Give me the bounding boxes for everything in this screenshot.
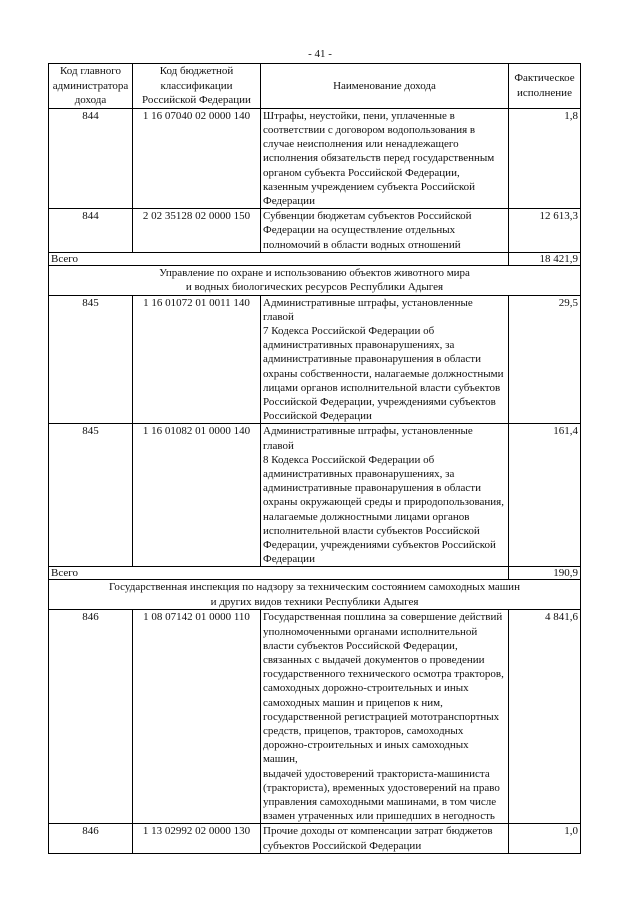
- total-label: Всего: [49, 567, 509, 580]
- revenue-name-line: Российской Федерации: [263, 410, 372, 423]
- revenue-name-line: случае неисполнения или ненадлежащего: [263, 138, 459, 151]
- revenue-name-line: государственного технического осмотра тракторов,: [263, 668, 504, 681]
- revenue-name-line: уполномоченными органами исполнительной: [263, 625, 478, 638]
- revenue-name-line: административные правонарушения в области: [263, 353, 481, 366]
- revenue-name-line: Штрафы, неустойки, пени, уплаченные в: [263, 109, 455, 122]
- total-row: [49, 252, 581, 265]
- header-line: Наименование дохода: [333, 79, 436, 92]
- revenue-name-line: власти субъектов Российской Федерации,: [263, 639, 458, 652]
- section-row: [49, 580, 581, 610]
- revenue-name-line: субъектов Российской Федерации: [263, 839, 422, 852]
- section-heading: [49, 265, 581, 295]
- revenue-name-line: полномочий в области водных отношений: [263, 238, 461, 251]
- budget-code-cell: 1 16 01072 01 0011 140: [133, 295, 261, 424]
- revenue-name-line: управления самоходными машинами, в том числе: [263, 795, 497, 808]
- revenue-name-line: Административные штрафы, установленные главой: [263, 425, 473, 452]
- revenue-name-line: 8 Кодекса Российской Федерации об: [263, 453, 435, 466]
- section-heading-line: и водных биологических ресурсов Республики Адыгея: [185, 281, 444, 294]
- revenue-name-line: самоходных машин и прицепов к ним,: [263, 696, 443, 709]
- revenue-name-line: государственной регистрацией мототранспортных: [263, 710, 500, 723]
- revenue-name-line: соответствии с договором водопользования в: [263, 123, 476, 136]
- revenue-name-line: средств, прицепов, тракторов, самоходных: [263, 724, 464, 737]
- table-row: [49, 610, 581, 824]
- total-row: [49, 567, 581, 580]
- table-row: [49, 295, 581, 424]
- total-label: Всего: [49, 252, 509, 265]
- header-line: Фактическое: [514, 72, 575, 85]
- revenue-name-line: 7 Кодекса Российской Федерации об: [263, 325, 435, 338]
- admin-code-cell: 846: [49, 610, 133, 824]
- admin-code-cell: 844: [49, 108, 133, 208]
- admin-code-cell: 845: [49, 295, 133, 424]
- amount-cell: 1,0: [509, 824, 581, 853]
- revenue-name-line: административных правонарушениях, за: [263, 339, 455, 352]
- revenue-name-line: связанных с выдачей документов о проведении: [263, 653, 485, 666]
- header-budget-code: [133, 64, 261, 109]
- amount-cell: 161,4: [509, 424, 581, 567]
- table-body: [49, 108, 581, 853]
- revenue-name-line: Федерации, учреждениями субъектов Российской: [263, 539, 496, 552]
- revenue-name-cell: [261, 610, 509, 824]
- revenue-name-line: административные правонарушения в области: [263, 482, 481, 495]
- amount-cell: 12 613,3: [509, 209, 581, 253]
- amount-cell: 4 841,6: [509, 610, 581, 824]
- revenue-name-line: казенным учреждением субъекта Российской: [263, 180, 475, 193]
- admin-code-cell: 846: [49, 824, 133, 853]
- revenue-name-line: Прочие доходы от компенсации затрат бюджетов: [263, 825, 493, 838]
- revenue-name-line: взамен утраченных или пришедших в негодность: [263, 810, 495, 823]
- table-row: [49, 209, 581, 253]
- header-line: Код главного: [60, 65, 121, 77]
- revenue-name-line: Федерации: [263, 195, 315, 207]
- header-row: [49, 64, 581, 109]
- header-line: исполнение: [517, 86, 572, 99]
- section-row: [49, 265, 581, 295]
- total-amount: 18 421,9: [509, 252, 581, 265]
- section-heading-line: и других видов техники Республики Адыгея: [210, 595, 419, 608]
- header-admin-code: [49, 64, 133, 109]
- revenue-name-cell: [261, 424, 509, 567]
- revenue-name-cell: [261, 108, 509, 208]
- table-row: [49, 108, 581, 208]
- revenue-name-cell: [261, 295, 509, 424]
- revenue-name-line: (тракториста), временных удостоверений на право: [263, 781, 500, 794]
- revenue-name-line: охраны окружающей среды и природопользования,: [263, 496, 504, 509]
- header-line: Российской Федерации: [142, 94, 251, 107]
- revenue-name-line: органом субъекта Российской Федерации,: [263, 166, 460, 179]
- header-line: классификации: [160, 79, 233, 92]
- budget-code-cell: 1 16 01082 01 0000 140: [133, 424, 261, 567]
- header-line: Код бюджетной: [159, 65, 234, 77]
- revenue-name-cell: [261, 824, 509, 853]
- section-heading-line: Управление по охране и использованию объектов животного мира: [159, 266, 470, 279]
- page-number: - 41 -: [308, 48, 332, 60]
- revenue-name-line: налагаемые должностными лицами органов: [263, 510, 470, 523]
- revenue-name-line: исполнительной власти субъектов Российской: [263, 524, 480, 537]
- revenue-name-line: лицами органов исполнительной власти субъектов: [263, 381, 501, 394]
- budget-code-cell: 2 02 35128 02 0000 150: [133, 209, 261, 253]
- revenue-name-line: дорожно-строительных и иных самоходных машин,: [263, 739, 469, 766]
- revenue-name-cell: [261, 209, 509, 253]
- section-heading: [49, 580, 581, 610]
- table-row: [49, 424, 581, 567]
- revenue-name-line: Федерации: [263, 553, 315, 566]
- revenue-name-line: Субвенции бюджетам субъектов Российской: [263, 210, 472, 223]
- revenue-name-line: административных правонарушениях, за: [263, 468, 455, 481]
- table-header: [49, 64, 581, 109]
- table-row: [49, 824, 581, 853]
- admin-code-cell: 844: [49, 209, 133, 253]
- header-actual-execution: [509, 64, 581, 109]
- revenue-name-line: Российской Федерации, учреждениями субъектов: [263, 396, 496, 409]
- revenue-name-line: Государственная пошлина за совершение действий: [263, 611, 503, 624]
- header-revenue-name: [261, 64, 509, 109]
- section-heading-line: Государственная инспекция по надзору за техническим состоянием самоходных машин: [109, 581, 520, 594]
- header-line: администратора: [52, 79, 129, 92]
- amount-cell: 29,5: [509, 295, 581, 424]
- header-line: дохода: [74, 94, 107, 107]
- budget-code-cell: 1 08 07142 01 0000 110: [133, 610, 261, 824]
- revenue-table: [48, 63, 581, 854]
- revenue-name-line: исполнения обязательств перед государственным: [263, 152, 495, 165]
- budget-code-cell: 1 16 07040 02 0000 140: [133, 108, 261, 208]
- revenue-name-line: охраны собственности, налагаемые должностными: [263, 367, 504, 380]
- budget-code-cell: 1 13 02992 02 0000 130: [133, 824, 261, 853]
- revenue-name-line: Административные штрафы, установленные главой: [263, 296, 473, 323]
- admin-code-cell: 845: [49, 424, 133, 567]
- amount-cell: 1,8: [509, 108, 581, 208]
- total-amount: 190,9: [509, 567, 581, 580]
- revenue-name-line: выдачей удостоверений тракториста-машиниста: [263, 767, 490, 780]
- revenue-name-line: Федерации на осуществление отдельных: [263, 224, 456, 237]
- revenue-name-line: самоходных дорожно-строительных и иных: [263, 682, 469, 695]
